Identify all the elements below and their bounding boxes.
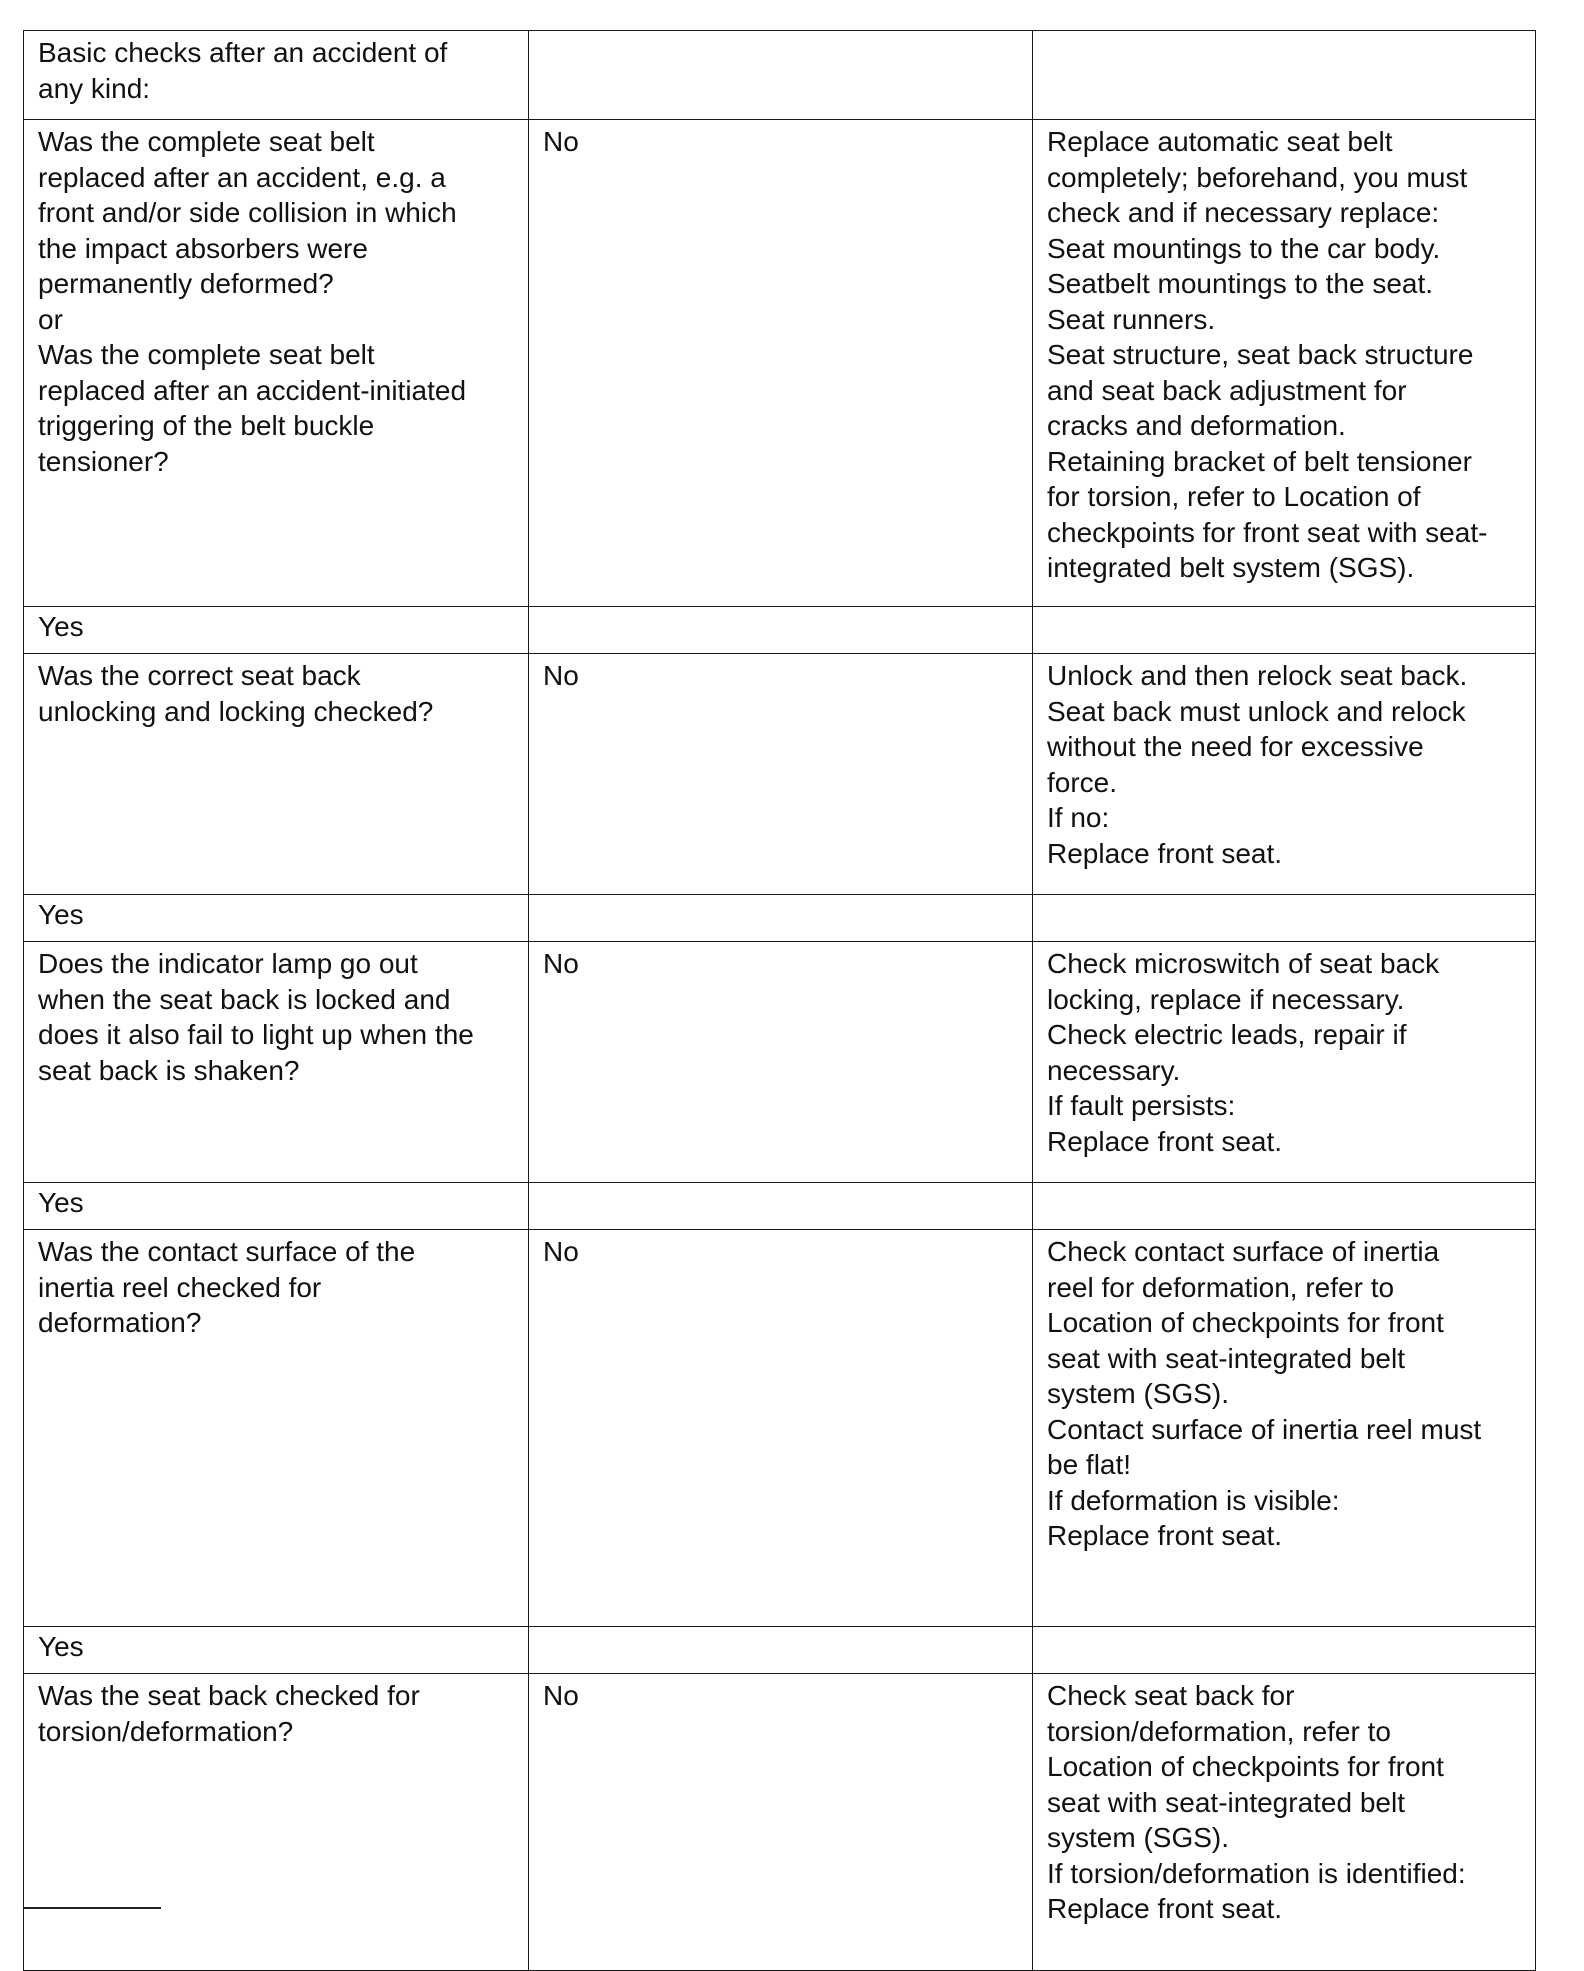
answer-cell — [529, 942, 1033, 1183]
action-line: without the need for excessive — [1047, 731, 1424, 762]
question-line: permanently deformed? — [38, 268, 334, 299]
action-line: for torsion, refer to Location of — [1047, 481, 1421, 512]
action-line: necessary. — [1047, 1054, 1181, 1086]
yes-cell: Yes — [24, 1183, 529, 1230]
check-row — [24, 120, 1536, 607]
action-line: Replace front seat. — [1047, 1125, 1283, 1157]
answer-no: No — [543, 660, 579, 691]
answer-cell — [529, 120, 1033, 607]
yes-cell: Yes — [24, 1627, 529, 1674]
action-line: completely; beforehand, you must — [1047, 161, 1468, 193]
action-line: integrated belt system (SGS). — [1047, 552, 1415, 583]
action-line: seat with seat-integrated belt — [1047, 1342, 1405, 1374]
action-line: Replace front seat. — [1047, 1893, 1283, 1924]
question-line: or — [38, 303, 63, 335]
question-line: when the seat back is locked and — [38, 983, 451, 1015]
answer-no: No — [543, 948, 579, 979]
question-line: Was the complete seat belt — [38, 126, 375, 157]
question-line: front and/or side collision in which — [38, 197, 457, 228]
action-line: Seatbelt mountings to the seat. — [1047, 268, 1434, 299]
answer-no: No — [543, 1680, 579, 1711]
accident-checks-table — [23, 30, 1536, 1971]
question-line: Was the complete seat belt — [38, 339, 375, 370]
empty-cell — [1033, 607, 1536, 654]
action-cell — [1033, 1230, 1536, 1627]
header-empty-cell — [1033, 31, 1536, 120]
action-line: If no: — [1047, 802, 1110, 833]
footnote-rule — [23, 1907, 161, 1909]
empty-cell — [1033, 895, 1536, 942]
yes-row — [24, 1183, 1536, 1230]
header-title-line: Basic checks after an accident of — [38, 37, 448, 68]
action-line: be flat! — [1047, 1449, 1132, 1480]
action-line: Seat structure, seat back structure — [1047, 339, 1474, 370]
empty-cell — [529, 1183, 1033, 1230]
action-line: Replace front seat. — [1047, 837, 1283, 869]
question-line: Was the correct seat back — [38, 660, 361, 691]
action-line: Check seat back for — [1047, 1680, 1295, 1711]
question-line: Was the contact surface of the — [38, 1236, 416, 1267]
action-line: Check contact surface of inertia — [1047, 1236, 1440, 1267]
action-line: torsion/deformation, refer to — [1047, 1715, 1391, 1747]
action-line: Retaining bracket of belt tensioner — [1047, 445, 1472, 477]
empty-cell — [529, 1627, 1033, 1674]
yes-row — [24, 607, 1536, 654]
empty-cell — [529, 895, 1033, 942]
header-title-line: any kind: — [38, 72, 151, 104]
question-line: deformation? — [38, 1307, 202, 1338]
action-line: Seat mountings to the car body. — [1047, 232, 1441, 264]
header-empty-cell — [529, 31, 1033, 120]
check-row — [24, 654, 1536, 895]
answer-cell — [529, 1230, 1033, 1627]
action-line: cracks and deformation. — [1047, 410, 1346, 441]
action-cell — [1033, 1674, 1536, 1971]
check-row — [24, 942, 1536, 1183]
action-cell — [1033, 120, 1536, 607]
question-cell — [24, 942, 529, 1183]
action-line: Unlock and then relock seat back. — [1047, 660, 1468, 691]
question-cell — [24, 1674, 529, 1971]
action-line: Check electric leads, repair if — [1047, 1019, 1407, 1050]
action-line: If torsion/deformation is identified: — [1047, 1857, 1466, 1889]
action-line: Location of checkpoints for front — [1047, 1751, 1444, 1782]
question-line: seat back is shaken? — [38, 1054, 300, 1086]
answer-cell — [529, 654, 1033, 895]
action-cell — [1033, 654, 1536, 895]
check-row — [24, 1230, 1536, 1627]
empty-cell — [1033, 1183, 1536, 1230]
answer-cell — [529, 1674, 1033, 1971]
question-line: replaced after an accident, e.g. a — [38, 161, 446, 193]
action-line: Contact surface of inertia reel must — [1047, 1413, 1482, 1445]
empty-cell — [1033, 1627, 1536, 1674]
question-cell — [24, 1230, 529, 1627]
question-cell — [24, 120, 529, 607]
question-line: the impact absorbers were — [38, 232, 368, 264]
answer-no: No — [543, 1236, 579, 1267]
header-row — [24, 31, 1536, 120]
action-line: force. — [1047, 766, 1118, 798]
header-title-cell — [24, 31, 529, 120]
action-line: Seat back must unlock and relock — [1047, 695, 1466, 727]
action-line: system (SGS). — [1047, 1822, 1230, 1853]
question-line: Does the indicator lamp go out — [38, 948, 418, 979]
action-line: Check microswitch of seat back — [1047, 948, 1440, 979]
question-line: tensioner? — [38, 445, 169, 477]
yes-row — [24, 1627, 1536, 1674]
question-line: replaced after an accident-initiated — [38, 374, 467, 406]
yes-cell: Yes — [24, 607, 529, 654]
question-cell — [24, 654, 529, 895]
action-line: and seat back adjustment for — [1047, 374, 1407, 406]
action-line: Replace automatic seat belt — [1047, 126, 1393, 157]
question-line: Was the seat back checked for — [38, 1680, 420, 1711]
action-line: Seat runners. — [1047, 303, 1216, 335]
yes-row — [24, 895, 1536, 942]
question-line: torsion/deformation? — [38, 1715, 294, 1747]
action-line: locking, replace if necessary. — [1047, 983, 1405, 1015]
action-cell — [1033, 942, 1536, 1183]
action-line: Replace front seat. — [1047, 1520, 1283, 1551]
action-line: check and if necessary replace: — [1047, 197, 1440, 228]
action-line: seat with seat-integrated belt — [1047, 1786, 1405, 1818]
question-line: does it also fail to light up when the — [38, 1019, 474, 1050]
action-line: checkpoints for front seat with seat- — [1047, 516, 1488, 548]
yes-cell: Yes — [24, 895, 529, 942]
empty-cell — [529, 607, 1033, 654]
check-row — [24, 1674, 1536, 1971]
action-line: reel for deformation, refer to — [1047, 1271, 1395, 1303]
action-line: system (SGS). — [1047, 1378, 1230, 1409]
action-line: If deformation is visible: — [1047, 1484, 1340, 1516]
action-line: Location of checkpoints for front — [1047, 1307, 1444, 1338]
action-line: If fault persists: — [1047, 1090, 1236, 1121]
answer-no: No — [543, 126, 579, 157]
question-line: inertia reel checked for — [38, 1271, 322, 1303]
question-line: unlocking and locking checked? — [38, 695, 434, 727]
question-line: triggering of the belt buckle — [38, 410, 375, 441]
